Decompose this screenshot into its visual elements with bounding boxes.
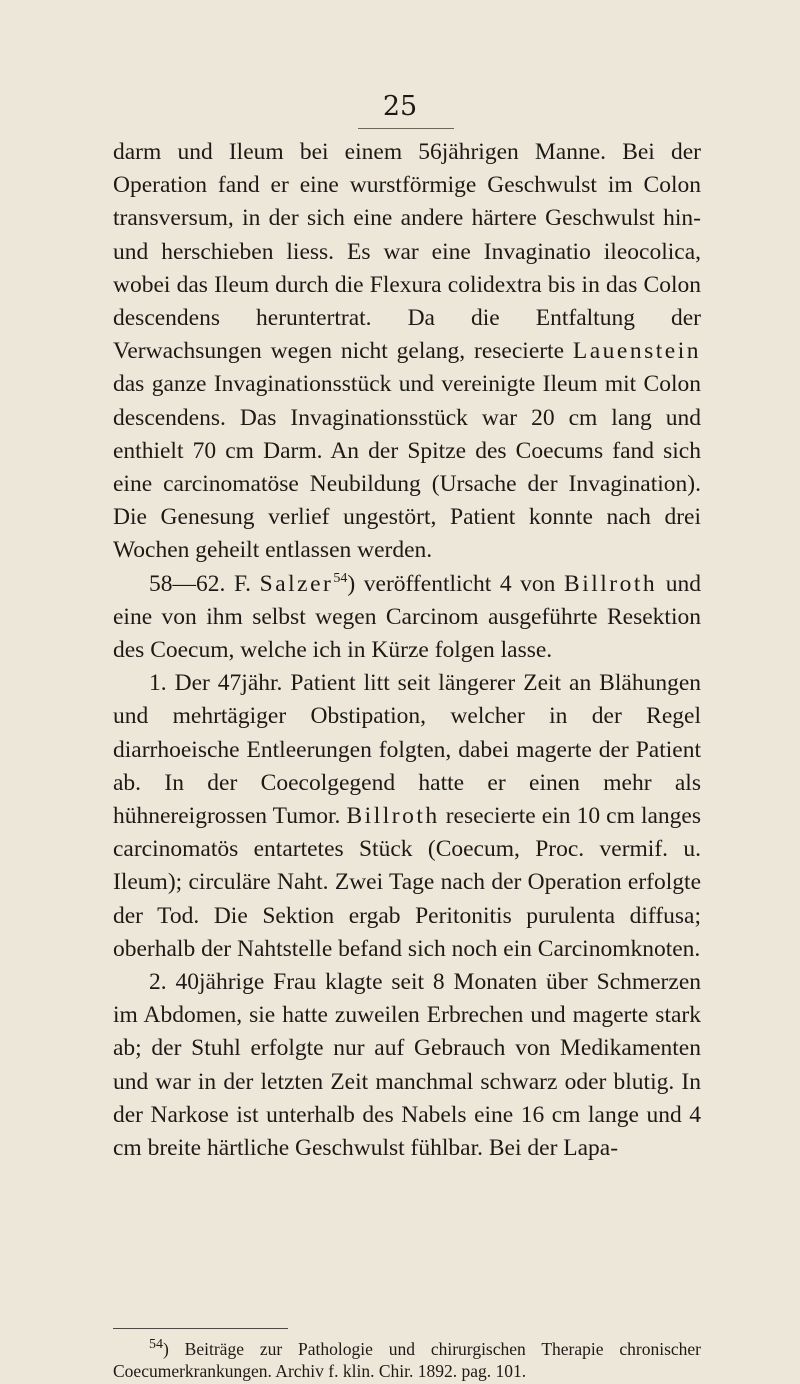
text-run: und eine von ihm selbst wegen Carcinom ausgeführte Resektion des Coecum, welche ich in Kürze folgen lasse. xyxy=(113,570,701,664)
text-run: 2. 40jährige Frau klagte seit 8 Monaten über Schmerzen im Abdomen, sie hatte zuweilen Erbrechen und magerte stark ab; der Stuhl erfolgte nur auf Gebrauch von Medikamenten und war in der letzten Zeit manchmal schwarz oder blutig. In der Narkose ist unterhalb des Nabels eine 16 cm lange und 4 cm breite härtliche Geschwulst fühlbar. Bei der Lapa- xyxy=(113,969,701,1162)
footnote-rule xyxy=(113,1328,288,1329)
text-run: das ganze Invaginationsstück und vereinigte Ileum mit Colon descendens. Das Invaginationsstück war 20 cm lang und enthielt 70 cm Darm. An der Spitze des Coecums fand sich eine carcinomatöse Neubildung (Ursache der Invagination). Die Genesung verlief ungestört, Patient konnte nach drei Wochen geheilt entlassen werden. xyxy=(113,371,701,564)
author-name: Billroth xyxy=(346,803,440,830)
author-name: Billroth xyxy=(564,570,658,597)
header-rule xyxy=(358,128,454,129)
paragraph xyxy=(113,667,701,966)
footnote-marker: 54 xyxy=(149,1337,163,1353)
text-run: darm und Ileum bei einem 56jährigen Manne. Bei der Operation fand er eine wurstförmige Geschwulst im Colon transversum, in der sich eine andere härtere Geschwulst hin- und herschieben liess. Es war eine Invaginatio ileocolica, wobei das Ileum durch die Flexura colidextra bis in das Colon descendens heruntertrat. Da die Entfaltung der Verwachsungen wegen nicht gelang, resecierte xyxy=(113,139,701,365)
footnote-reference: 54 xyxy=(333,570,348,586)
paragraph xyxy=(113,136,701,568)
author-name: Salzer xyxy=(259,570,334,597)
body-text xyxy=(113,136,701,1165)
paragraph xyxy=(113,966,701,1165)
footnote-text: ) Beiträge zur Pathologie und chirurgischen Therapie chronischer Coecumerkrankungen. Archiv f. klin. Chir. 1892. pag. 101. xyxy=(113,1339,701,1381)
text-run: ) veröffentlicht 4 von xyxy=(347,570,565,597)
text-run: 1. Der 47jähr. Patient litt seit längerer Zeit an Blähungen und mehrtägiger Obstipation, welcher in der Regel diarrhoeische Entleerungen folgten, dabei magerte der Patient ab. In der Coecolgegend hatte er einen mehr als hühnereigrossen Tumor. xyxy=(113,670,701,830)
footnote-paragraph xyxy=(113,1338,701,1382)
text-run: 58—62. F. xyxy=(149,570,260,597)
page-number: 25 xyxy=(382,91,418,122)
text-run: resecierte ein 10 cm langes carcinomatös entartetes Stück (Coecum, Proc. vermif. u. Ileum); circuläre Naht. Zwei Tage nach der Operation erfolgte der Tod. Die Sektion ergab Peritonitis purulenta diffusa; oberhalb der Nahtstelle befand sich noch ein Carcinomknoten. xyxy=(113,803,701,962)
author-name: Lauenstein xyxy=(572,338,701,365)
paragraph xyxy=(113,568,701,668)
footnote xyxy=(113,1338,701,1382)
